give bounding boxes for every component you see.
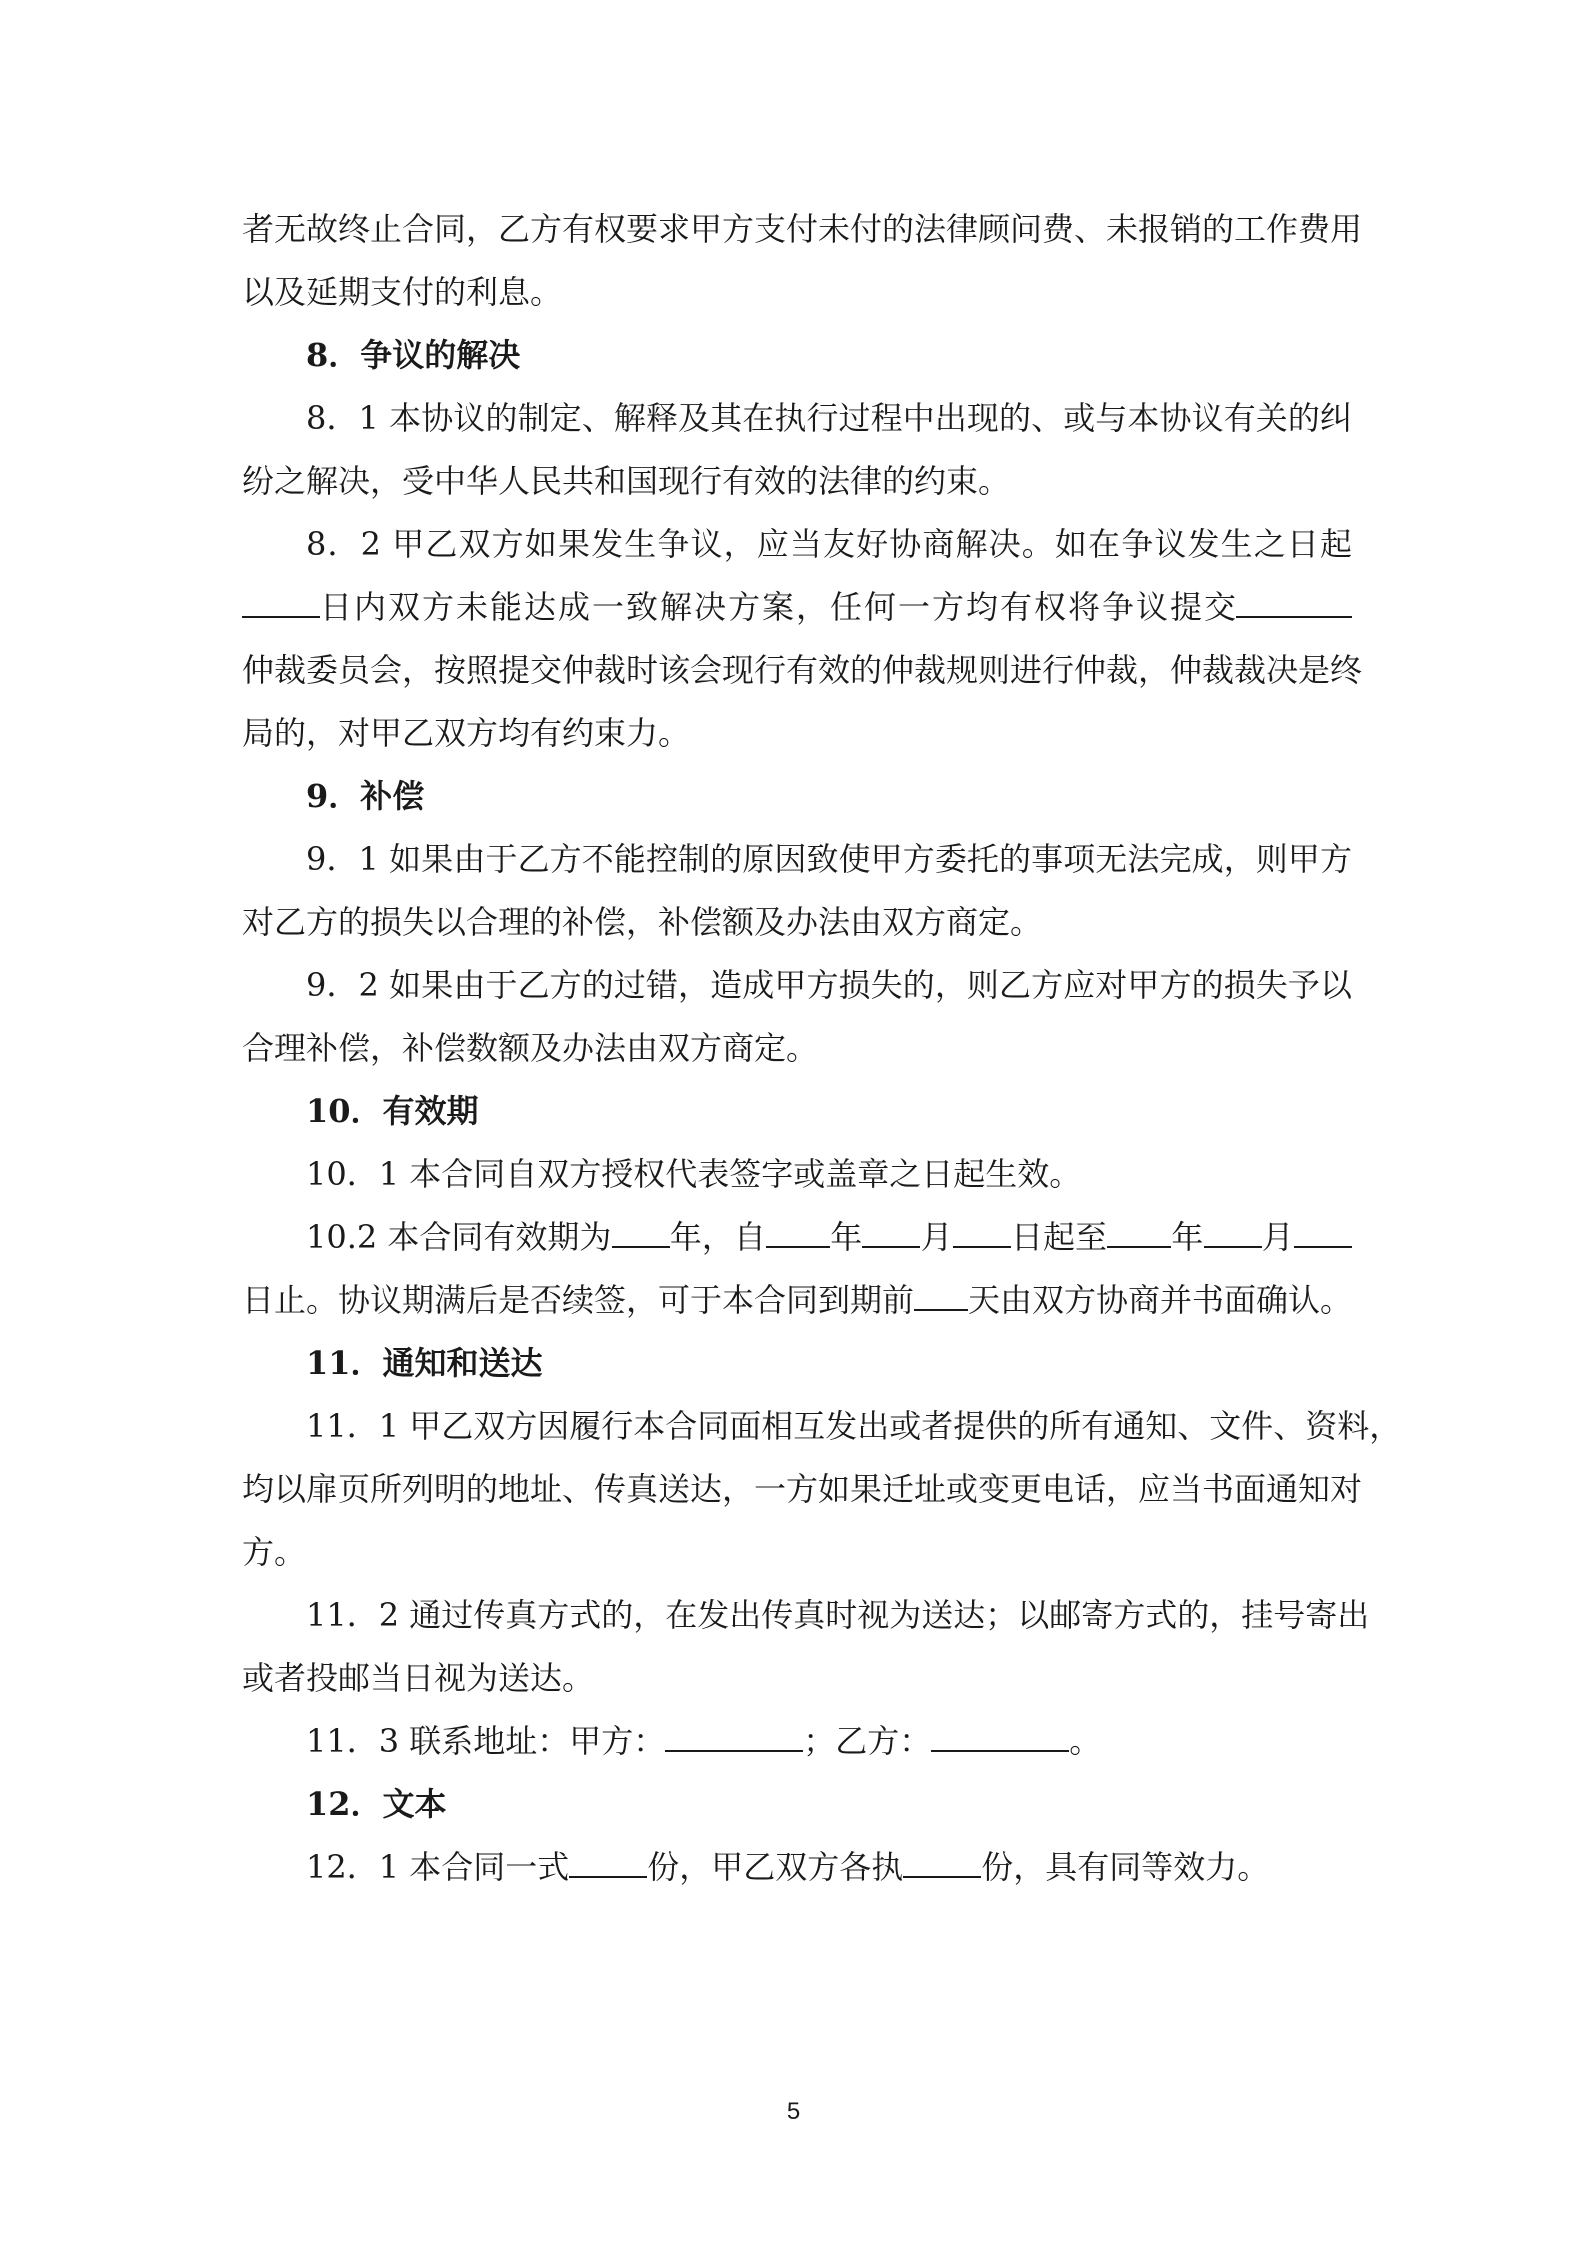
clause-8-1-cont: 纷之解决，受中华人民共和国现行有效的法律的约束。 [242,462,1011,500]
clause-8-2-cont [242,576,1352,639]
clause-8-1: 8．1 本协议的制定、解释及其在执行过程中出现的、或与本协议有关的纠 [306,399,1352,437]
blank-total-copies-field[interactable] [569,1836,647,1878]
clause-8-2: 8．2 甲乙双方如果发生争议，应当友好协商解决。如在争议发生之日起 [306,525,1352,563]
clause-9-2-cont: 合理补偿，补偿数额及办法由双方商定。 [242,1029,819,1067]
clause-text: 月 [920,1218,953,1256]
blank-party-a-address-field[interactable] [665,1710,803,1752]
clause-text: 10.2 本合同有效期为 [306,1218,612,1256]
section-heading-10: 10．有效期 [306,1092,479,1130]
clause-text: 月 [1261,1218,1294,1256]
section-heading-9: 9．补偿 [306,777,425,815]
clause-9-1: 9．1 如果由于乙方不能控制的原因致使甲方委托的事项无法完成，则甲方 [306,840,1352,878]
blank-party-b-address-field[interactable] [931,1710,1069,1752]
clause-8-2-cont: 局的，对甲乙双方均有约束力。 [242,714,691,752]
section-heading-11: 11．通知和送达 [306,1344,543,1382]
paragraph-line: 者无故终止合同，乙方有权要求甲方支付未付的法律顾问费、未报销的工作费用 [242,210,1363,248]
clause-text: 份，具有同等效力。 [981,1848,1270,1886]
blank-end-day-field[interactable] [1294,1206,1352,1248]
clause-11-2-cont: 或者投邮当日视为送达。 [242,1659,595,1697]
clause-text: 份，甲乙双方各执 [647,1848,904,1886]
paragraph-line: 以及延期支付的利息。 [242,273,563,311]
section-heading-8: 8．争议的解决 [306,336,521,374]
blank-years-field[interactable] [612,1206,670,1248]
clause-text: ；乙方： [803,1722,932,1760]
blank-notice-days-field[interactable] [914,1269,968,1311]
clause-text: 11．3 联系地址：甲方： [306,1722,666,1760]
blank-start-month-field[interactable] [862,1206,920,1248]
clause-text: 年 [830,1218,863,1256]
clause-text: 。 [1069,1722,1102,1760]
clause-11-1-cont: 均以扉页所列明的地址、传真送达，一方如果迁址或变更电话，应当书面通知对 [242,1470,1363,1508]
clause-10-1: 10．1 本合同自双方授权代表签字或盖章之日起生效。 [306,1155,1082,1193]
blank-start-year-field[interactable] [766,1206,830,1248]
clause-text: 日内双方未能达成一致解决方案，任何一方均有权将争议提交 [320,588,1236,626]
clause-9-2: 9．2 如果由于乙方的过错，造成甲方损失的，则乙方应对甲方的损失予以 [306,966,1352,1004]
blank-each-copies-field[interactable] [903,1836,981,1878]
clause-text: 日起至 [1010,1218,1107,1256]
clause-text: 日止。协议期满后是否续签，可于本合同到期前 [242,1281,915,1319]
clause-11-3 [242,1710,1352,1773]
clause-8-2-cont: 仲裁委员会，按照提交仲裁时该会现行有效的仲裁规则进行仲裁，仲裁裁决是终 [242,651,1363,689]
clause-10-2 [242,1206,1352,1269]
clause-10-2-cont [242,1269,1352,1332]
clause-text: 年 [1171,1218,1204,1256]
blank-days-field[interactable] [242,576,320,618]
document-body [242,198,1402,1899]
blank-end-year-field[interactable] [1107,1206,1171,1248]
clause-text: 年，自 [669,1218,766,1256]
blank-arbitration-field[interactable] [1236,576,1352,618]
clause-9-1-cont: 对乙方的损失以合理的补偿，补偿额及办法由双方商定。 [242,903,1043,941]
clause-11-1-cont: 方。 [242,1533,307,1571]
clause-12-1 [242,1836,1352,1899]
clause-11-1: 11．1 甲乙双方因履行本合同面相互发出或者提供的所有通知、文件、资料， [306,1407,1402,1445]
clause-11-2: 11．2 通过传真方式的，在发出传真时视为送达；以邮寄方式的，挂号寄出 [306,1596,1370,1634]
blank-end-month-field[interactable] [1204,1206,1262,1248]
clause-text: 天由双方协商并书面确认。 [967,1281,1352,1319]
page-number: 5 [786,2098,801,2125]
section-heading-12: 12．文本 [306,1785,447,1823]
clause-text: 12．1 本合同一式 [306,1848,570,1886]
blank-start-day-field[interactable] [953,1206,1011,1248]
